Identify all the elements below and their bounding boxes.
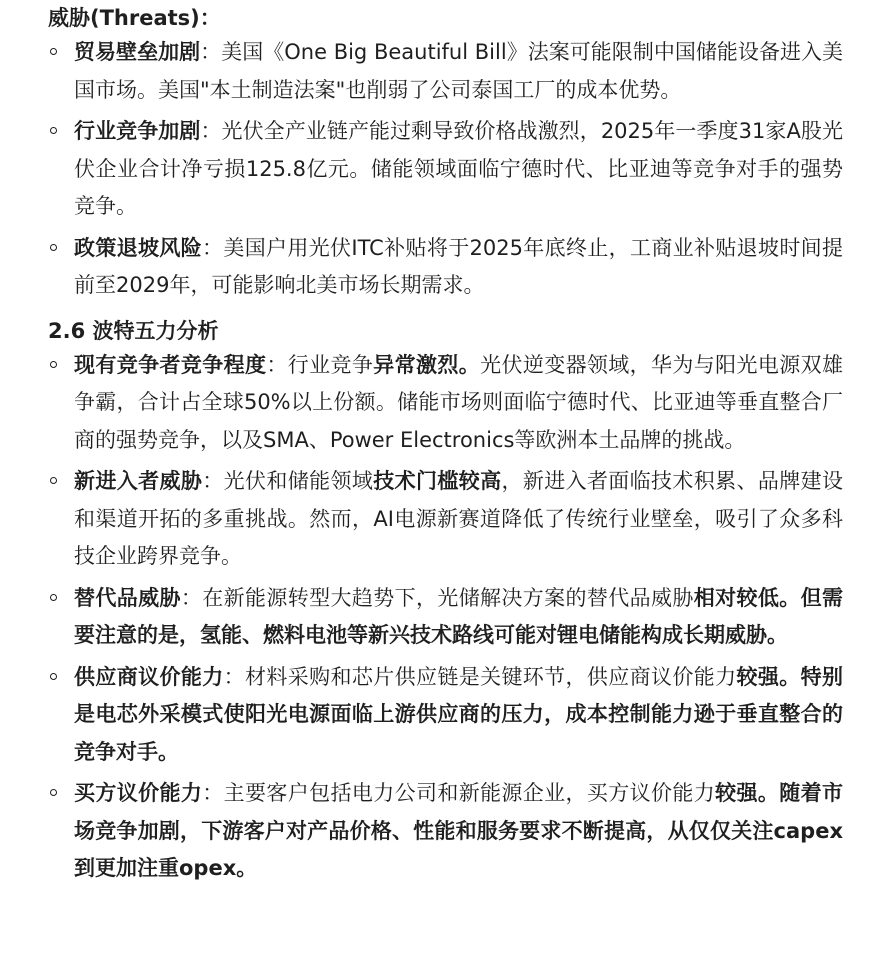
item-title: 现有竞争者竞争程度	[74, 352, 267, 377]
bullet-circle-icon	[50, 244, 57, 251]
porter-list	[48, 347, 843, 888]
list-item	[48, 113, 843, 226]
porter-heading: 2.6 波特五力分析	[48, 318, 219, 343]
list-item	[48, 34, 843, 109]
list-item	[48, 659, 843, 772]
item-sep: ：	[200, 40, 222, 64]
item-sep: ：	[266, 352, 288, 377]
bullet-circle-icon	[50, 127, 57, 134]
item-sep: ：	[200, 119, 222, 143]
list-item	[48, 580, 843, 655]
item-text: 主要客户包括电力公司和新能源企业，买方议价能力	[223, 781, 716, 805]
item-title: 买方议价能力	[74, 781, 203, 805]
item-emphasis: 较强。随着市场竞争加剧，下游客户对产品价格、性能和服务要求不断提高，从仅仅关注capex到更加注重opex。	[74, 781, 844, 880]
item-emphasis: 较强。特别是电芯外采模式使阳光电源面临上游供应商的压力，成本控制能力逊于垂直整合的竞争对手。	[74, 664, 844, 764]
bullet-circle-icon	[50, 477, 57, 484]
item-title: 贸易壁垒加剧	[74, 40, 201, 64]
item-sep: ：	[202, 781, 224, 805]
list-item	[48, 463, 843, 576]
item-text: ，新进入者面临技术积累、品牌建设和渠道开拓的多重挑战。然而，AI电源新赛道降低了传统行业壁垒，吸引了众多科技企业跨界竞争。	[74, 469, 844, 568]
item-sep: ：	[180, 585, 203, 610]
item-sep: ：	[202, 469, 224, 493]
item-sep: ：	[223, 664, 245, 689]
threats-heading: 威胁(Threats)：	[48, 6, 221, 30]
item-emphasis: 相对较低。但需要注意的是，氢能、燃料电池等新兴技术路线可能对锂电储能构成长期威胁。	[74, 585, 844, 647]
item-text: 材料采购和芯片供应链是关键环节，供应商议价能力	[244, 664, 737, 689]
item-title: 供应商议价能力	[74, 664, 224, 689]
item-text: 美国户用光伏ITC补贴将于2025年底终止，工商业补贴退坡时间提前至2029年，可能影响北美市场长期需求。	[74, 235, 844, 297]
list-item	[48, 775, 843, 888]
bullet-circle-icon	[50, 594, 57, 601]
item-title: 新进入者威胁	[74, 469, 203, 493]
threats-list	[48, 34, 843, 305]
bullet-circle-icon	[50, 673, 57, 680]
item-text: 光伏和储能领域	[223, 469, 374, 493]
document-body	[0, 2, 873, 888]
item-text: 光伏逆变器领域，华为与阳光电源双雄争霸，合计占全球50%以上份额。储能市场则面临宁德时代、比亚迪等垂直整合厂商的强势竞争，以及SMA、Power Electronics等欧洲本土品牌的挑战。	[74, 352, 844, 452]
item-text: 光伏全产业链产能过剩导致价格战激烈，2025年一季度31家A股光伏企业合计净亏损125.8亿元。储能领域面临宁德时代、比亚迪等竞争对手的强势竞争。	[74, 119, 844, 218]
item-emphasis: 异常激烈。	[373, 352, 481, 377]
list-item	[48, 230, 843, 305]
list-item	[48, 347, 843, 460]
bullet-circle-icon	[50, 48, 57, 55]
item-text: 美国《One Big Beautiful Bill》法案可能限制中国储能设备进入美国市场。美国"本土制造法案"也削弱了公司泰国工厂的成本优势。	[74, 40, 844, 102]
item-sep: ：	[202, 235, 224, 260]
item-text: 行业竞争	[287, 352, 374, 377]
item-title: 行业竞争加剧	[74, 119, 201, 143]
item-text: 在新能源转型大趋势下，光储解决方案的替代品威胁	[202, 585, 694, 610]
item-title: 替代品威胁	[74, 585, 181, 610]
item-emphasis: 技术门槛较高	[373, 469, 502, 493]
bullet-circle-icon	[50, 361, 57, 368]
bullet-circle-icon	[50, 789, 57, 796]
item-title: 政策退坡风险	[74, 235, 203, 260]
